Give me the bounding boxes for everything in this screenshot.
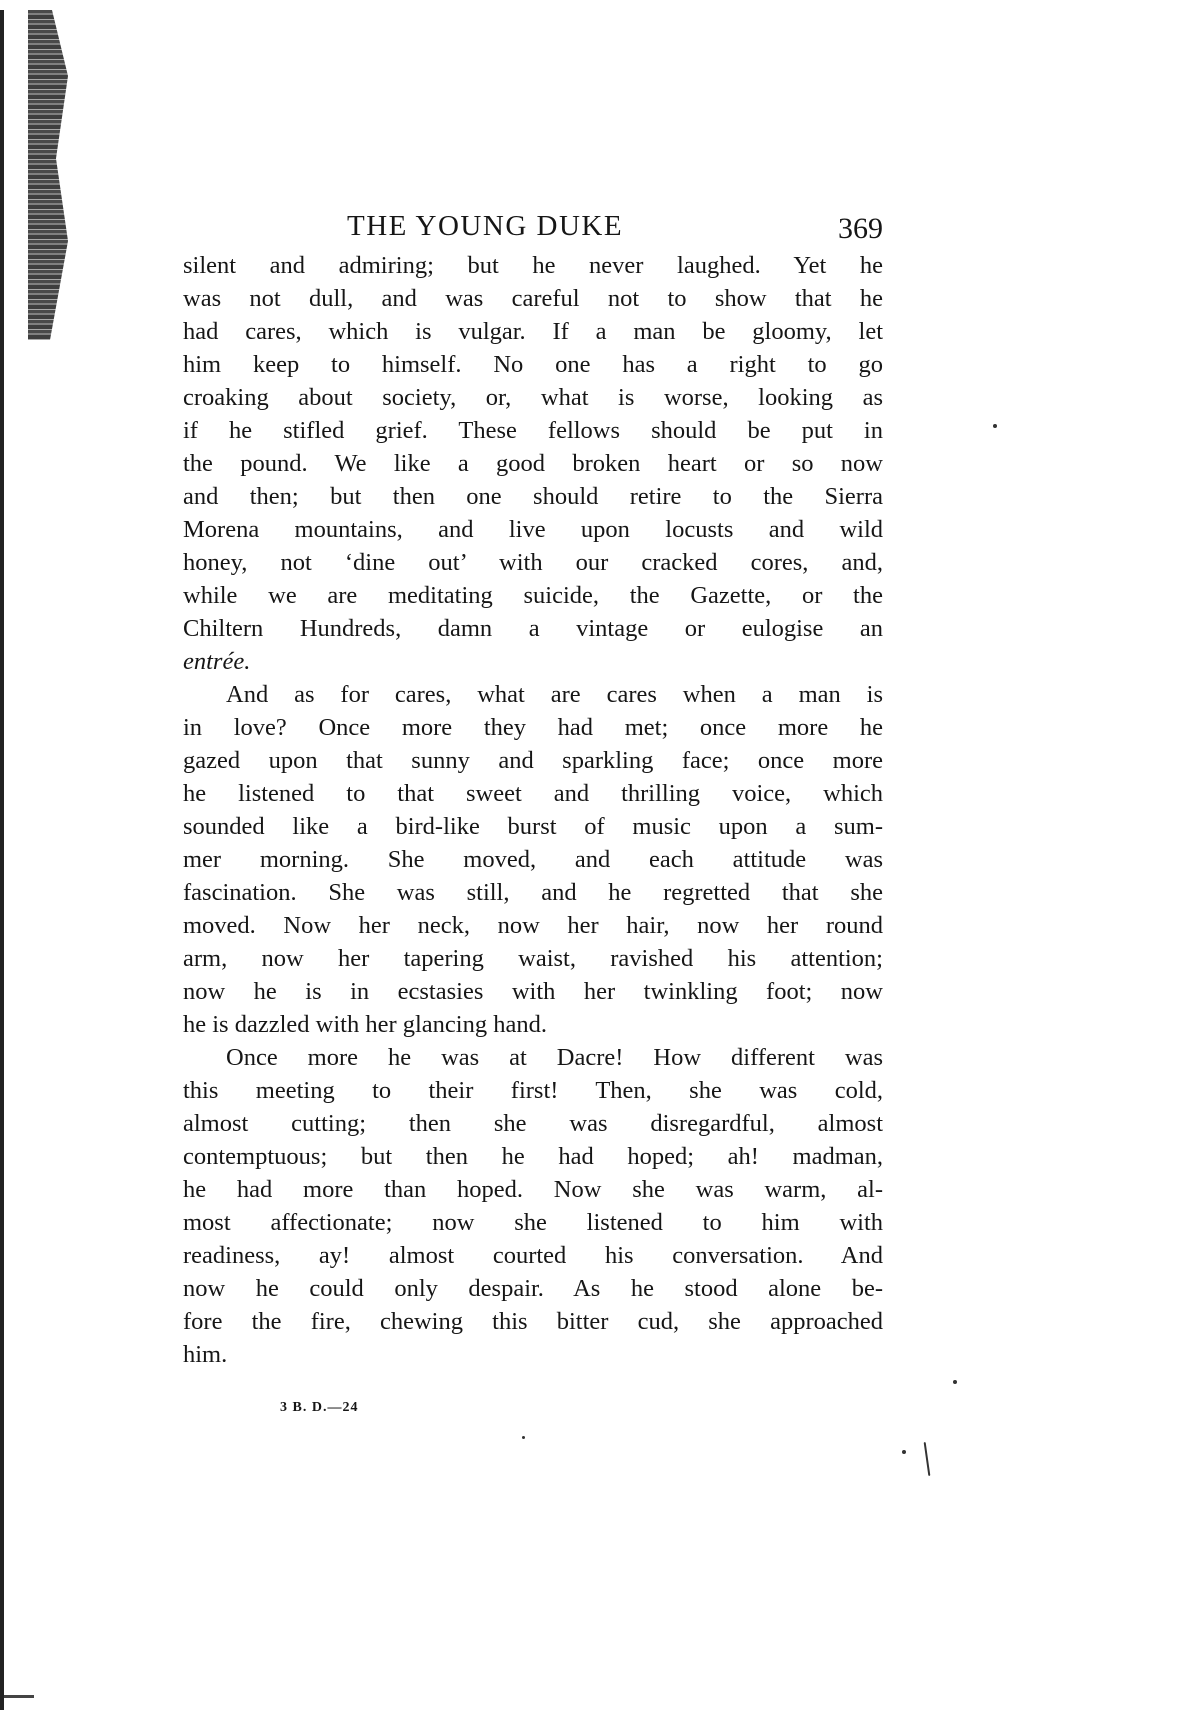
text-line: he had more than hoped. Now she was warm, al- [183,1176,883,1203]
text-line: and then; but then one should retire to the Sierra [183,483,883,510]
text-line: readiness, ay! almost courted his conversation. And [183,1242,883,1269]
page-binding-shadow [28,10,68,340]
text-line: moved. Now her neck, now her hair, now her round [183,912,883,939]
text-line: contemptuous; but then he had hoped; ah! madman, [183,1143,883,1170]
text-line: while we are meditating suicide, the Gazette, or the [183,582,883,609]
text-line: entrée. [183,648,251,675]
text-line: in love? Once more they had met; once more he [183,714,883,741]
text-line: gazed upon that sunny and sparkling face; once more [183,747,883,774]
text-line: silent and admiring; but he never laughed. Yet he [183,252,883,279]
text-line: Once more he was at Dacre! How different was [226,1044,883,1071]
scan-mark [924,1442,931,1476]
printer-signature-mark: 3 B. D.—24 [280,1400,359,1415]
scan-speck [902,1450,906,1454]
text-line: arm, now her tapering waist, ravished his attention; [183,945,883,972]
text-line: the pound. We like a good broken heart or so now [183,450,883,477]
page-binding-foot [4,1695,34,1698]
scan-speck [522,1436,525,1439]
text-line: fore the fire, chewing this bitter cud, she approached [183,1308,883,1335]
text-line: he is dazzled with her glancing hand. [183,1011,547,1038]
text-line: now he could only despair. As he stood alone be- [183,1275,883,1302]
text-line: he listened to that sweet and thrilling voice, which [183,780,883,807]
text-line: mer morning. She moved, and each attitude was [183,846,883,873]
text-line: if he stifled grief. These fellows should be put in [183,417,883,444]
page-number: 369 [838,212,883,245]
text-line: had cares, which is vulgar. If a man be gloomy, let [183,318,883,345]
running-title: THE YOUNG DUKE [347,210,624,242]
text-line: Chiltern Hundreds, damn a vintage or eulogise an [183,615,883,642]
text-line: Morena mountains, and live upon locusts and wild [183,516,883,543]
text-line: sounded like a bird-like burst of music upon a sum- [183,813,883,840]
body-text [183,249,883,1371]
text-line: him keep to himself. No one has a right to go [183,351,883,378]
text-line: And as for cares, what are cares when a man is [226,681,883,708]
page-binding-edge [0,10,4,1710]
text-line: now he is in ecstasies with her twinkling foot; now [183,978,883,1005]
scan-speck [993,424,997,428]
text-line: this meeting to their first! Then, she was cold, [183,1077,883,1104]
text-line: was not dull, and was careful not to show that he [183,285,883,312]
scan-speck [953,1380,957,1384]
text-line: him. [183,1341,228,1368]
text-line: fascination. She was still, and he regretted that she [183,879,883,906]
text-line: croaking about society, or, what is worse, looking as [183,384,883,411]
text-line: most affectionate; now she listened to him with [183,1209,883,1236]
text-line: almost cutting; then she was disregardful, almost [183,1110,883,1137]
text-line: honey, not ‘dine out’ with our cracked cores, and, [183,549,883,576]
